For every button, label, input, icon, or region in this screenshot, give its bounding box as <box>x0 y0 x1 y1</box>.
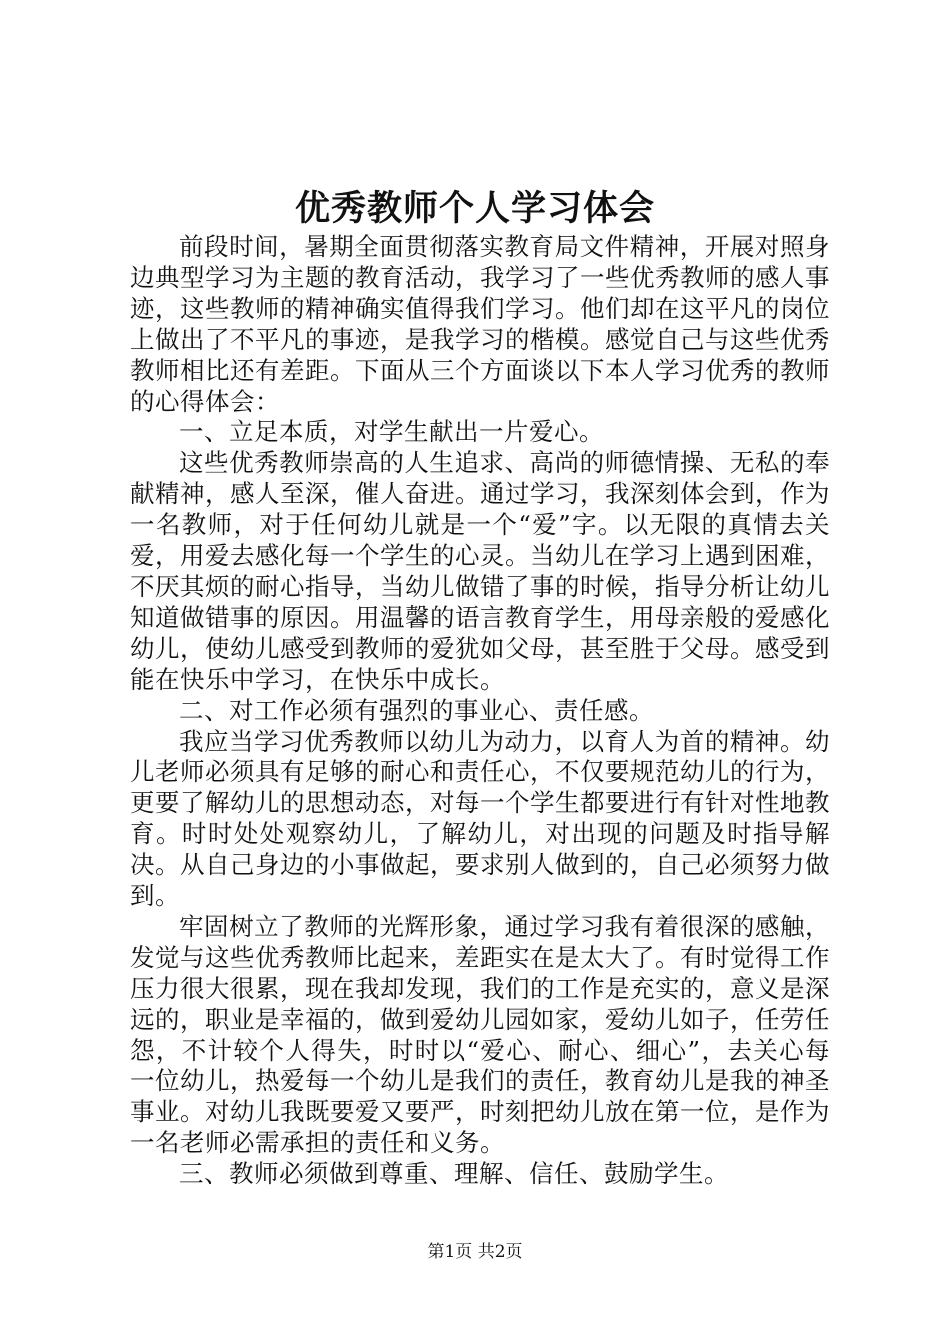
section-heading-1: 一、立足本质，对学生献出一片爱心。 <box>179 417 604 447</box>
page-number-footer: 第1页 共2页 <box>427 1242 523 1262</box>
section-heading-2: 二、对工作必须有强烈的事业心、责任感。 <box>179 695 654 725</box>
section-heading-3: 三、教师必须做到尊重、理解、信任、鼓励学生。 <box>179 1159 729 1189</box>
document-body <box>130 232 830 1190</box>
body-paragraph: 牢固树立了教师的光辉形象，通过学习我有着很深的感触，发觉与这些优秀教师比起来，差距实在是太大了。有时觉得工作压力很大很累，现在我却发现，我们的工作是充实的，意义是深远的，职业是幸福的，做到爱幼儿园如家，爱幼儿如子，任劳任怨，不计较个人得失，时时以“爱心、耐心、细心”，去关心每一位幼儿，热爱每一个幼儿是我们的责任，教育幼儿是我的神圣事业。对幼儿我既要爱又要严，时刻把幼儿放在第一位，是作为一名老师必需承担的责任和义务。 <box>130 911 830 1158</box>
body-paragraph: 这些优秀教师崇高的人生追求、高尚的师德情操、无私的奉献精神，感人至深，催人奋进。通过学习，我深刻体会到，作为一名教师，对于任何幼儿就是一个“爱”字。以无限的真情去关爱，用爱去感化每一个学生的心灵。当幼儿在学习上遇到困难，不厌其烦的耐心指导，当幼儿做错了事的时候，指导分析让幼儿知道做错事的原因。用温馨的语言教育学生，用母亲般的爱感化幼儿，使幼儿感受到教师的爱犹如父母，甚至胜于父母。感受到能在快乐中学习，在快乐中成长。 <box>130 448 830 694</box>
document-title: 优秀教师个人学习体会 <box>294 188 655 229</box>
body-paragraph: 我应当学习优秀教师以幼儿为动力，以育人为首的精神。幼儿老师必须具有足够的耐心和责任心，不仅要规范幼儿的行为，更要了解幼儿的思想动态，对每一个学生都要进行有针对性地教育。时时处处观察幼儿，了解幼儿，对出现的问题及时指导解决。从自己身边的小事做起，要求别人做到的，自己必须努力做到。 <box>130 726 830 911</box>
intro-paragraph: 前段时间，暑期全面贯彻落实教育局文件精神，开展对照身边典型学习为主题的教育活动，我学习了一些优秀教师的感人事迹，这些教师的精神确实值得我们学习。他们却在这平凡的岗位上做出了不平凡的事迹，是我学习的楷模。感觉自己与这些优秀教师相比还有差距。下面从三个方面谈以下本人学习优秀的教师的心得体会： <box>130 232 830 416</box>
